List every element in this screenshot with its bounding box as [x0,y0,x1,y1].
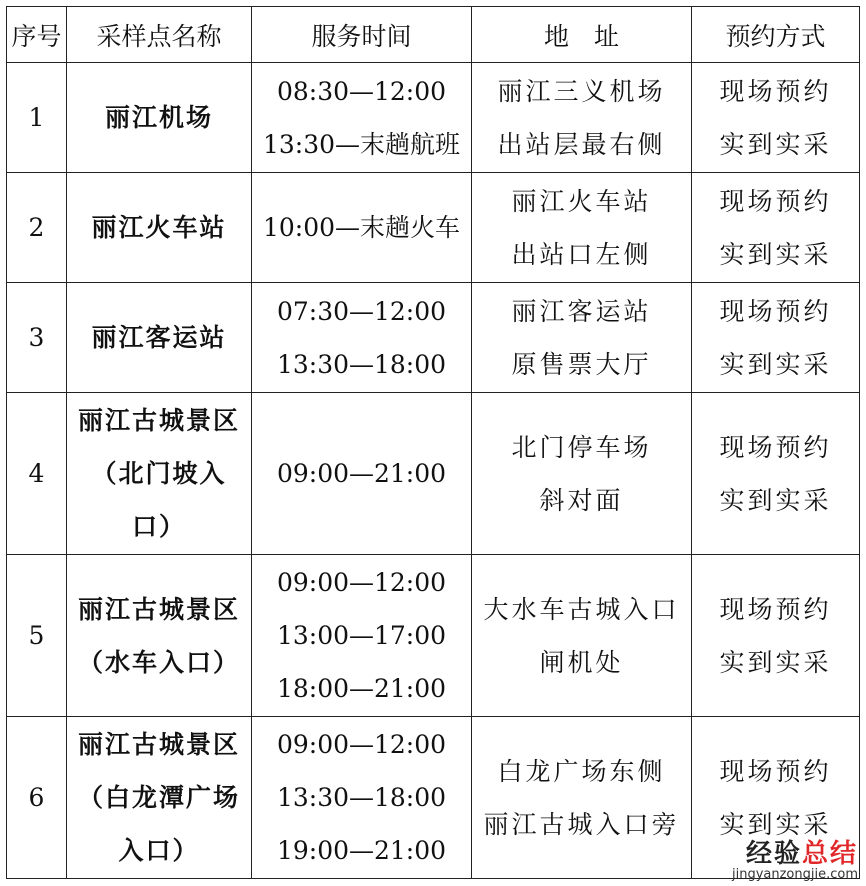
header-time: 服务时间 [252,7,472,63]
row-index: 3 [7,283,67,393]
service-time-cell [252,393,472,555]
site-name-line: 丽江客运站 [91,323,227,352]
address-cell [472,63,692,173]
booking-method-cell [692,173,860,283]
watermark-text-b: 总结 [801,839,858,869]
site-name-line: 入口） [118,836,200,865]
address-line: 闸机处 [539,647,624,677]
address-line: 白龙广场东侧 [497,756,666,786]
table-row [7,173,860,283]
booking-method-cell [692,555,860,717]
site-name-line: 丽江机场 [104,103,213,132]
booking-method-cell [692,393,860,555]
service-time-line: 13:00—17:00 [276,621,447,650]
site-name-cell [67,63,252,173]
row-index: 6 [7,717,67,879]
row-index: 2 [7,173,67,283]
site-name-line: （北门坡入 [91,459,227,488]
header-index: 序号 [7,7,67,63]
service-time-line: 07:30—12:00 [276,296,447,326]
row-index: 4 [7,393,67,555]
table-row [7,393,860,555]
header-row [7,7,860,63]
service-time-cell [252,555,472,717]
booking-method-line: 现场预约 [719,76,832,106]
address-line: 北门停车场 [511,432,652,462]
sampling-site-table [6,6,860,879]
service-time-line: 18:00—21:00 [276,674,447,703]
site-name-cell [67,555,252,717]
address-cell [472,173,692,283]
address-line: 出站层最右侧 [497,129,666,159]
row-index: 1 [7,63,67,173]
service-time-line: 09:00—12:00 [276,568,447,597]
address-cell [472,393,692,555]
booking-method-cell [692,283,860,393]
booking-method-line: 现场预约 [719,594,832,624]
site-name-line: 丽江古城景区 [77,730,240,759]
address-line: 丽江客运站 [511,296,652,326]
service-time-line: 09:00—12:00 [276,730,447,759]
service-time-line: 13:30—18:00 [276,783,447,812]
site-name-line: 丽江火车站 [91,213,227,242]
service-time-cell [252,283,472,393]
booking-method-cell [692,63,860,173]
address-line: 丽江古城入口旁 [483,809,680,839]
site-name-cell [67,717,252,879]
site-name-cell [67,283,252,393]
site-name-cell [67,393,252,555]
header-address: 地 址 [472,7,692,63]
address-line: 原售票大厅 [511,349,652,379]
address-line: 大水车古城入口 [483,594,680,624]
row-index: 5 [7,555,67,717]
booking-method-line: 现场预约 [719,432,832,462]
booking-method-line: 现场预约 [719,186,832,216]
watermark-text-a: 经验 [745,839,802,869]
booking-method-line: 现场预约 [719,296,832,326]
service-time-cell [252,63,472,173]
address-cell [472,555,692,717]
booking-method-line: 实到实采 [719,349,832,379]
service-time-line: 19:00—21:00 [276,836,447,865]
table-row [7,63,860,173]
booking-method-line: 实到实采 [719,485,832,515]
site-name-line: 丽江古城景区 [77,406,240,435]
service-time-line: 08:30—12:00 [276,76,447,106]
header-method: 预约方式 [692,7,860,63]
address-cell [472,283,692,393]
service-time-line: 10:00—末趟火车 [262,213,461,242]
site-name-line: 口） [131,512,186,541]
booking-method-line: 实到实采 [719,129,832,159]
service-time-line: 13:30—18:00 [276,349,447,379]
address-line: 斜对面 [539,485,624,515]
address-line: 丽江三义机场 [497,76,666,106]
service-time-line: 13:30—末趟航班 [262,129,461,159]
booking-method-line: 实到实采 [719,647,832,677]
watermark-logo [732,840,858,868]
site-name-line: （白龙潭广场 [77,783,240,812]
service-time-cell [252,173,472,283]
site-watermark [732,840,858,882]
site-name-line: 丽江古城景区 [77,594,240,624]
service-time-cell [252,717,472,879]
booking-method-line: 实到实采 [719,809,832,839]
booking-method-line: 实到实采 [719,239,832,269]
booking-method-line: 现场预约 [719,756,832,786]
address-cell [472,717,692,879]
table-row [7,555,860,717]
address-line: 出站口左侧 [511,239,652,269]
address-line: 丽江火车站 [511,186,652,216]
site-name-cell [67,173,252,283]
service-time-line: 09:00—21:00 [276,459,447,488]
watermark-url: jingyanzongjie.com [731,867,858,882]
header-name: 采样点名称 [67,7,252,63]
table-row [7,283,860,393]
site-name-line: （水车入口） [77,647,240,677]
